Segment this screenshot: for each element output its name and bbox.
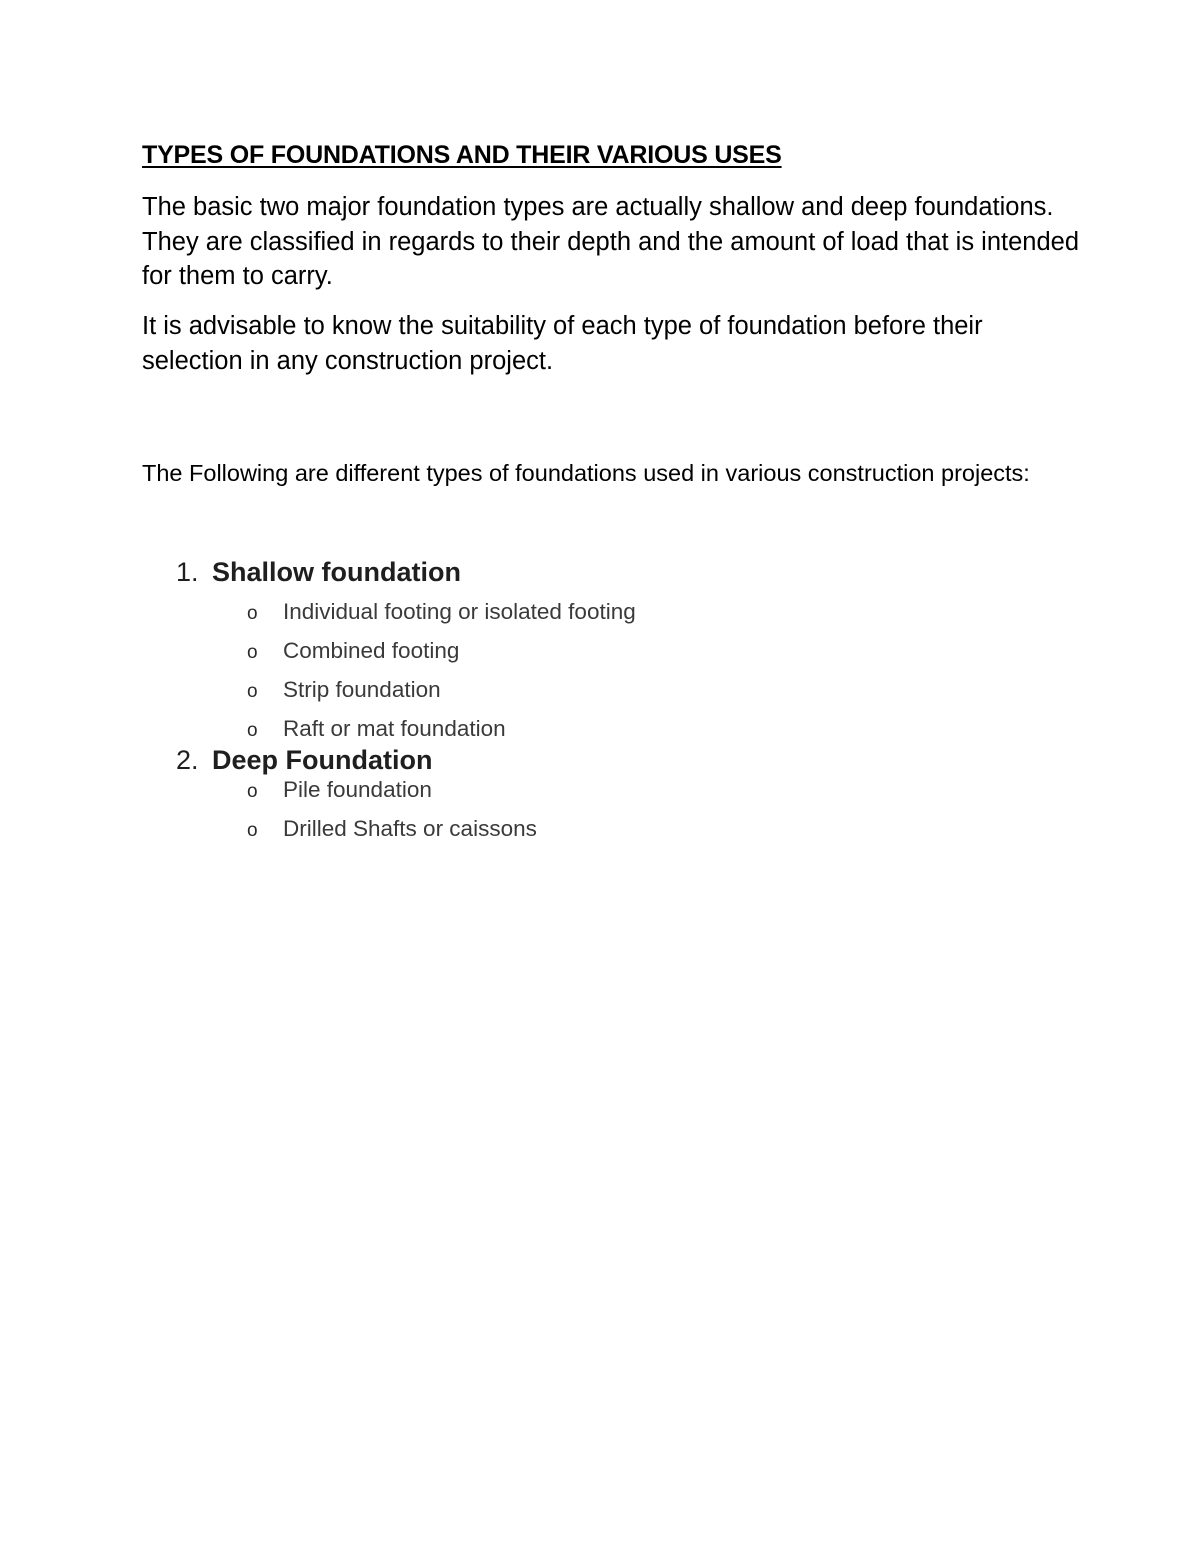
- list-item: [247, 777, 432, 803]
- bullet-icon: o: [247, 720, 258, 741]
- list-item: [247, 716, 506, 742]
- list-item-text: Raft or mat foundation: [283, 716, 506, 741]
- bullet-icon: o: [247, 781, 258, 802]
- bullet-icon: o: [247, 642, 258, 663]
- list-item-text: Individual footing or isolated footing: [283, 599, 636, 624]
- paragraph-suitability: It is advisable to know the suitability of each type of foundation before their selection in any construction project.: [142, 312, 983, 375]
- section-number: 2.: [176, 745, 199, 775]
- document-title: TYPES OF FOUNDATIONS AND THEIR VARIOUS USES: [142, 141, 782, 169]
- bullet-icon: o: [247, 681, 258, 702]
- list-item: [247, 599, 636, 625]
- paragraph-foundation-types: The basic two major foundation types are actually shallow and deep foundations. They are classified in regards to their depth and the amount of load that is intended for them to carry.: [142, 193, 1080, 290]
- bullet-icon: o: [247, 603, 258, 624]
- section-number: 1.: [176, 557, 199, 587]
- list-item-text: Combined footing: [283, 638, 460, 663]
- section-title: Shallow foundation: [212, 557, 461, 587]
- list-item: [247, 816, 537, 842]
- list-item-text: Drilled Shafts or caissons: [283, 816, 537, 841]
- section-heading-deep: [176, 745, 432, 776]
- list-item: [247, 677, 441, 703]
- bullet-icon: o: [247, 820, 258, 841]
- section-heading-shallow: [176, 557, 461, 588]
- section-title: Deep Foundation: [212, 745, 433, 775]
- list-item-text: Pile foundation: [283, 777, 432, 802]
- list-item: [247, 638, 459, 664]
- list-item-text: Strip foundation: [283, 677, 441, 702]
- intro-text: The Following are different types of foundations used in various construction projects:: [142, 460, 1030, 486]
